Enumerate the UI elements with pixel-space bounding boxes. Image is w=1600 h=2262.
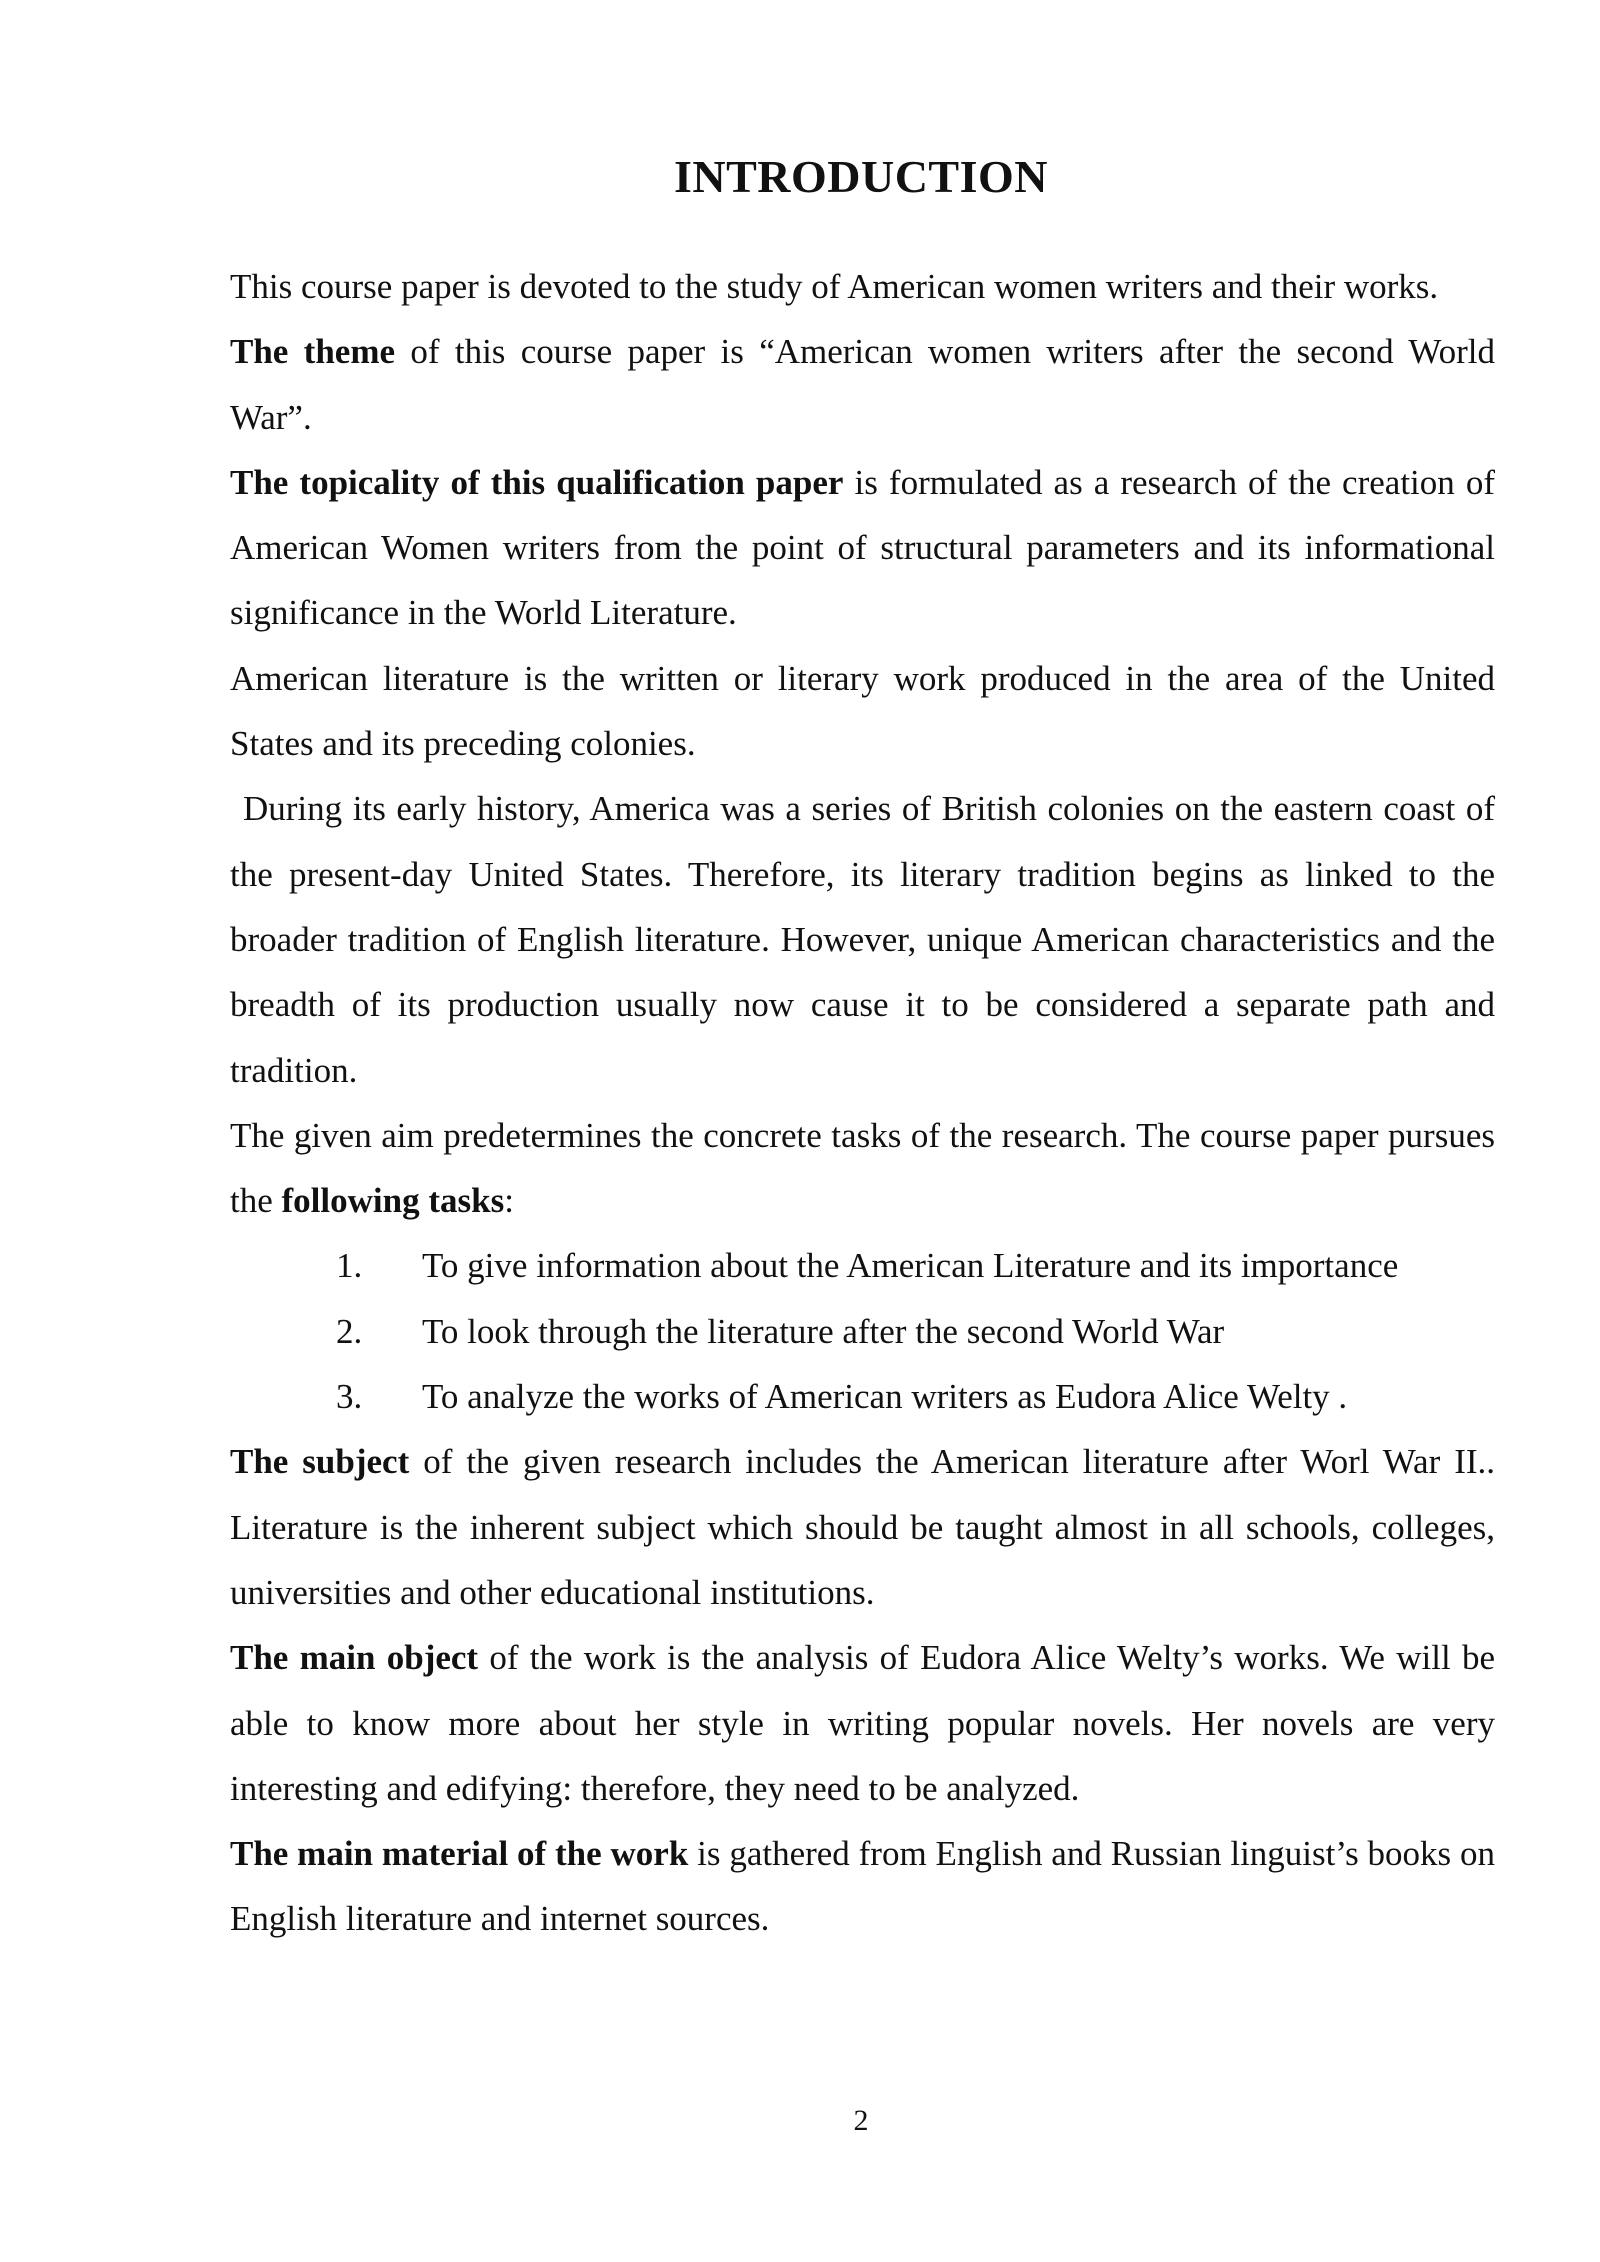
list-item bbox=[230, 1364, 1495, 1429]
paragraph-text: is gathered from English and Russian linguist’s books on English literature and internet sources. bbox=[230, 1834, 1495, 1939]
list-item bbox=[230, 1299, 1495, 1364]
paragraph-early-history bbox=[230, 776, 1495, 1102]
paragraph-text: American literature is the written or literary work produced in the area of the United States and its preceding colonies. bbox=[230, 658, 1495, 764]
paragraph-intro bbox=[230, 254, 1495, 319]
paragraph-heading: following tasks bbox=[281, 1181, 505, 1221]
paragraph-main-material bbox=[230, 1821, 1495, 1952]
paragraph-topicality bbox=[230, 450, 1495, 646]
paragraph-text: of the given research includes the American literature after Worl War II.. Literature is the inherent subject which should be taught almost in all schools, colleges, universities and other educational institutions. bbox=[230, 1442, 1496, 1612]
list-item-number: 2. bbox=[336, 1311, 363, 1351]
list-item-text: To give information about the American Literature and its importance bbox=[422, 1246, 1399, 1286]
paragraph-heading: The subject bbox=[230, 1442, 410, 1482]
page-title: INTRODUCTION bbox=[673, 151, 1049, 202]
paragraph-text: of the work is the analysis of Eudora Alice Welty’s works. We will be able to know more about her style in writing popular novels. Her novels are very interesting and edifying: therefore, they need to be analyzed. bbox=[230, 1638, 1495, 1808]
document-body bbox=[230, 254, 1495, 1952]
list-item-number: 3. bbox=[336, 1377, 363, 1417]
list-item-number: 1. bbox=[336, 1246, 363, 1286]
paragraph-aim bbox=[230, 1103, 1495, 1234]
list-item-text: To analyze the works of American writers as Eudora Alice Welty . bbox=[422, 1377, 1348, 1417]
paragraph-heading: The main material of the work bbox=[230, 1834, 689, 1874]
paragraph-subject bbox=[230, 1429, 1495, 1625]
paragraph-text: is formulated as a research of the creation of American Women writers from the point of structural parameters and its informational significance in the World Literature. bbox=[230, 462, 1495, 633]
paragraph-theme bbox=[230, 319, 1495, 450]
paragraph-text: During its early history, America was a series of British colonies on the eastern coast of the present-day United States. Therefore, its literary tradition begins as linked to the broader tradition of English literature. However, unique American characteristics and the breadth of its production usually now cause it to be considered a separate path and tradition. bbox=[230, 789, 1495, 1090]
paragraph-heading: The theme bbox=[230, 332, 396, 372]
paragraph-main-object bbox=[230, 1625, 1495, 1821]
list-item-text: To look through the literature after the second World War bbox=[422, 1311, 1225, 1351]
paragraph-american-literature bbox=[230, 646, 1495, 777]
paragraph-text: The given aim predetermines the concrete tasks of the research. The course paper pursues the bbox=[230, 1115, 1495, 1221]
paragraph-heading: The main object bbox=[230, 1638, 479, 1678]
task-list bbox=[230, 1233, 1495, 1429]
page-number: 2 bbox=[853, 2104, 869, 2137]
paragraph-text: of this course paper is “American women writers after the second World War”. bbox=[230, 332, 1495, 437]
paragraph-punctuation: : bbox=[504, 1181, 514, 1221]
paragraph-text: This course paper is devoted to the study of American women writers and their works. bbox=[230, 267, 1439, 306]
list-item bbox=[230, 1233, 1495, 1298]
paragraph-heading: The topicality of this qualification paper bbox=[230, 462, 844, 502]
